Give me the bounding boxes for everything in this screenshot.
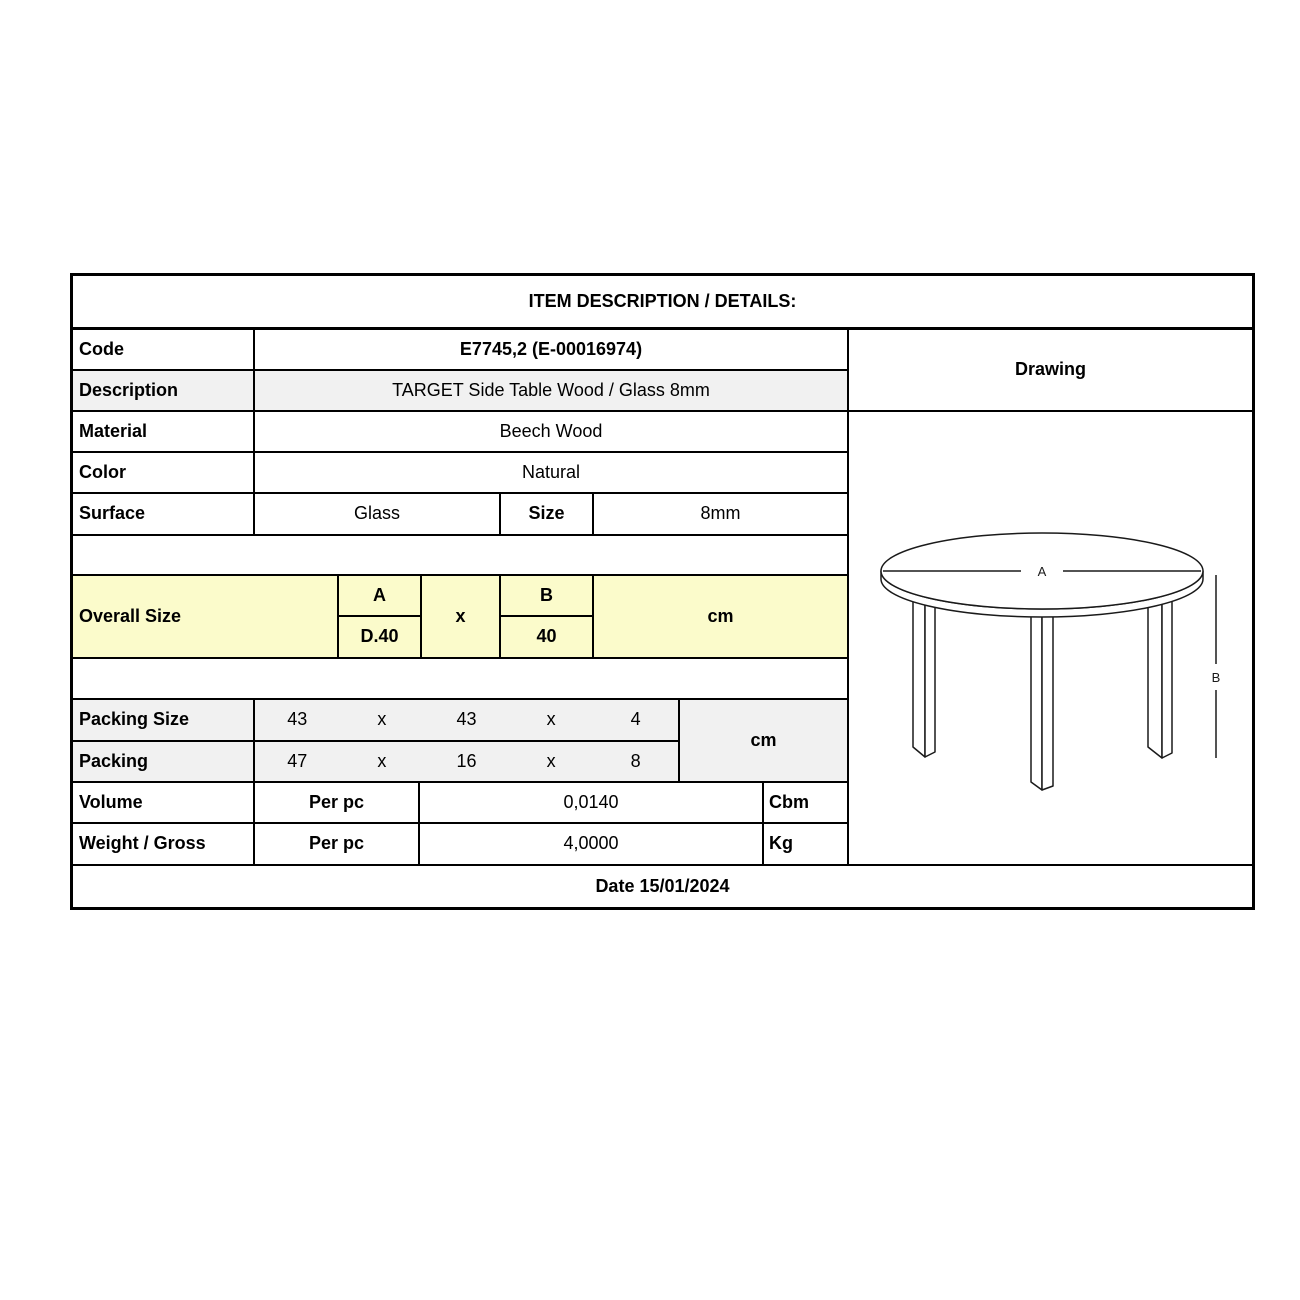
item-spec-table [70, 273, 1255, 910]
weight-unit: Kg [764, 824, 849, 866]
table-title: ITEM DESCRIPTION / DETAILS: [73, 276, 1252, 330]
table-drawing [849, 412, 1252, 864]
packing-size-dim3: 4 [630, 709, 641, 730]
packing-dim1: 47 [287, 750, 308, 771]
overall-size-unit: cm [594, 576, 849, 659]
surface-size-label: Size [501, 494, 594, 536]
volume-value: 0,0140 [420, 783, 764, 824]
weight-per: Per pc [255, 824, 420, 866]
date-row: Date 15/01/2024 [595, 875, 730, 896]
description-label: Description [73, 371, 255, 412]
packing-size-x2: x [546, 709, 556, 730]
material-label: Material [73, 412, 255, 453]
volume-per: Per pc [255, 783, 420, 824]
packing-size-values [255, 700, 680, 742]
weight-value: 4,0000 [420, 824, 764, 866]
packing-unit: cm [680, 700, 849, 783]
surface-value: Glass [255, 494, 501, 536]
overall-size-label: Overall Size [73, 576, 339, 659]
overall-size-dim-b-value: 40 [501, 617, 594, 659]
packing-x2: x [546, 750, 556, 771]
code-label: Code [73, 330, 255, 371]
material-value: Beech Wood [255, 412, 849, 453]
packing-dim3: 8 [630, 750, 641, 771]
packing-dim2: 16 [456, 750, 477, 771]
code-value: E7745,2 (E-00016974) [255, 330, 849, 371]
dim-label-a: A [1037, 564, 1047, 579]
volume-unit: Cbm [764, 783, 849, 824]
drawing-area [849, 412, 1252, 866]
color-label: Color [73, 453, 255, 494]
packing-size-x1: x [377, 709, 387, 730]
spacer-row-1 [73, 536, 849, 576]
dim-label-b: B [1211, 670, 1221, 685]
volume-label: Volume [73, 783, 255, 824]
overall-size-dim-b-header: B [501, 576, 594, 617]
overall-size-dim-a-header: A [339, 576, 422, 617]
overall-size-multiply: x [422, 576, 501, 659]
table-leg-center [1031, 595, 1053, 790]
packing-size-dim1: 43 [287, 709, 308, 730]
color-value: Natural [255, 453, 849, 494]
surface-label: Surface [73, 494, 255, 536]
packing-x1: x [377, 750, 387, 771]
packing-size-label: Packing Size [73, 700, 255, 742]
description-value: TARGET Side Table Wood / Glass 8mm [255, 371, 849, 412]
packing-values [255, 742, 680, 783]
packing-label: Packing [73, 742, 255, 783]
overall-size-dim-a-value: D.40 [339, 617, 422, 659]
surface-size-value: 8mm [594, 494, 849, 536]
packing-size-dim2: 43 [456, 709, 477, 730]
spacer-row-2 [73, 659, 849, 700]
weight-label: Weight / Gross [73, 824, 255, 866]
drawing-title: Drawing [849, 330, 1252, 412]
